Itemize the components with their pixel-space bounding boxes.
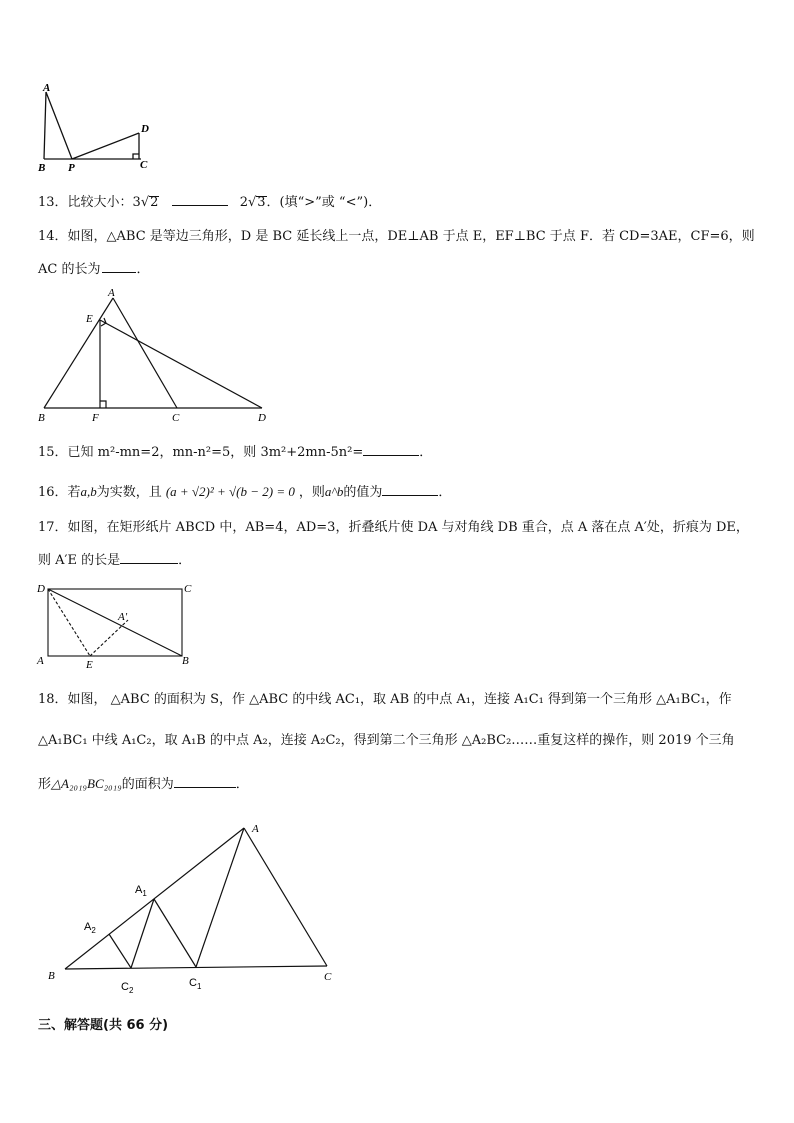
label-C: C bbox=[184, 583, 192, 595]
q13-suffix: ．(填“>”或 “<”)． bbox=[266, 195, 382, 210]
label-C: C bbox=[172, 412, 180, 424]
label-A1: $A_1$ bbox=[135, 884, 147, 898]
q15-text: 15．已知 m²-mn=2，mn-n²=5，则 3m²+2mn-5n²= bbox=[38, 445, 364, 460]
label-F: F bbox=[92, 412, 99, 424]
q13-prefix: 13．比较大小：3 bbox=[38, 195, 141, 210]
label-P: P bbox=[68, 162, 75, 174]
q16-answer-blank[interactable] bbox=[382, 483, 438, 496]
question-18-line-1: 18．如图， △ABC 的面积为 S，作 △ABC 的中线 AC₁，取 AB 的中点 A₁，连接 A₁C₁ 得到第一个三角形 △A₁BC₁，作 bbox=[38, 692, 732, 707]
question-17-line-1: 17．如图，在矩形纸片 ABCD 中，AB=4，AD=3，折叠纸片使 DA 与对角线 DB 重合，点 A 落在点 A′处，折痕为 DE， bbox=[38, 520, 749, 535]
figure-abpcd bbox=[34, 82, 154, 174]
q16-power: a^b bbox=[324, 484, 344, 499]
q18-end: ． bbox=[235, 777, 249, 792]
figure-rectangle-fold bbox=[34, 580, 204, 672]
question-16 bbox=[38, 483, 451, 502]
question-18-line-2: △A₁BC₁ 中线 A₁C₂，取 A₁B 的中点 A₂，连接 A₂C₂，得到第二个三角形 △A₂BC₂……重复这样的操作，则 2019 个三角 bbox=[38, 733, 735, 748]
label-D: D bbox=[258, 412, 266, 424]
question-18-line-3 bbox=[38, 775, 249, 794]
q16-end: ． bbox=[438, 485, 452, 500]
label-D: D bbox=[37, 583, 45, 595]
q15-answer-blank[interactable] bbox=[363, 443, 419, 456]
q17-answer-blank[interactable] bbox=[120, 551, 178, 564]
question-13: 13．比较大小：3√2 2√3．(填“>”或 “<”)． bbox=[38, 195, 382, 210]
q16-suffix: 的值为 bbox=[343, 485, 383, 500]
label-C: C bbox=[140, 159, 148, 171]
label-B: B bbox=[38, 162, 46, 174]
label-B: B bbox=[182, 655, 189, 667]
question-17-line-2 bbox=[38, 551, 191, 570]
q16-prefix: 16．若 bbox=[38, 485, 81, 500]
label-C1: $C_1$ bbox=[189, 977, 202, 991]
q16-then: ，则 bbox=[298, 485, 325, 500]
q16-expression: (a + √2)² + √(b − 2) = 0 bbox=[165, 484, 295, 499]
q13-mid: 2 bbox=[239, 195, 248, 210]
label-A: A bbox=[108, 287, 115, 299]
label-D: D bbox=[141, 123, 149, 135]
q18-triangle: △A₂₀₁₉BC₂₀₁₉ bbox=[51, 776, 122, 791]
figure-midpoint-triangles bbox=[40, 816, 350, 996]
section-3-heading: 三、解答题(共 66 分) bbox=[38, 1018, 169, 1033]
label-A: A bbox=[252, 823, 259, 835]
label-A2: $A_2$ bbox=[84, 921, 96, 935]
question-15 bbox=[38, 443, 432, 462]
q18-line3a: 形 bbox=[38, 777, 52, 792]
q18-line3c: 的面积为 bbox=[121, 777, 174, 792]
q17-end: ． bbox=[178, 553, 192, 568]
q14-answer-blank[interactable] bbox=[102, 260, 136, 273]
label-A: A bbox=[37, 655, 44, 667]
q14-end: ． bbox=[136, 262, 150, 277]
label-E: E bbox=[86, 313, 93, 325]
label-B: B bbox=[38, 412, 45, 424]
q13-radicand-1: 2 bbox=[150, 195, 159, 210]
question-14-line-1: 14．如图，△ABC 是等边三角形，D 是 BC 延长线上一点，DE⊥AB 于点 E，EF⊥BC 于点 F．若 CD=3AE，CF=6，则 bbox=[38, 229, 755, 244]
figure-equilateral-triangle bbox=[34, 286, 274, 426]
question-14-line-2 bbox=[38, 260, 149, 279]
label-E: E bbox=[86, 659, 93, 671]
q14-line2-text: AC 的长为 bbox=[38, 262, 101, 277]
label-B: B bbox=[48, 970, 55, 982]
q13-answer-blank[interactable] bbox=[172, 193, 228, 206]
q16-vars: a,b bbox=[80, 484, 97, 499]
q16-mid: 为实数，且 bbox=[96, 485, 162, 500]
q13-radicand-2: 3 bbox=[257, 195, 266, 210]
label-C: C bbox=[324, 971, 332, 983]
label-C2: $C_2$ bbox=[121, 981, 134, 995]
q18-answer-blank[interactable] bbox=[174, 775, 236, 788]
label-A-prime: A′ bbox=[118, 611, 128, 623]
label-A: A bbox=[43, 82, 51, 94]
q15-end: ． bbox=[419, 445, 433, 460]
q17-line2-text: 则 A′E 的长是 bbox=[38, 553, 121, 568]
